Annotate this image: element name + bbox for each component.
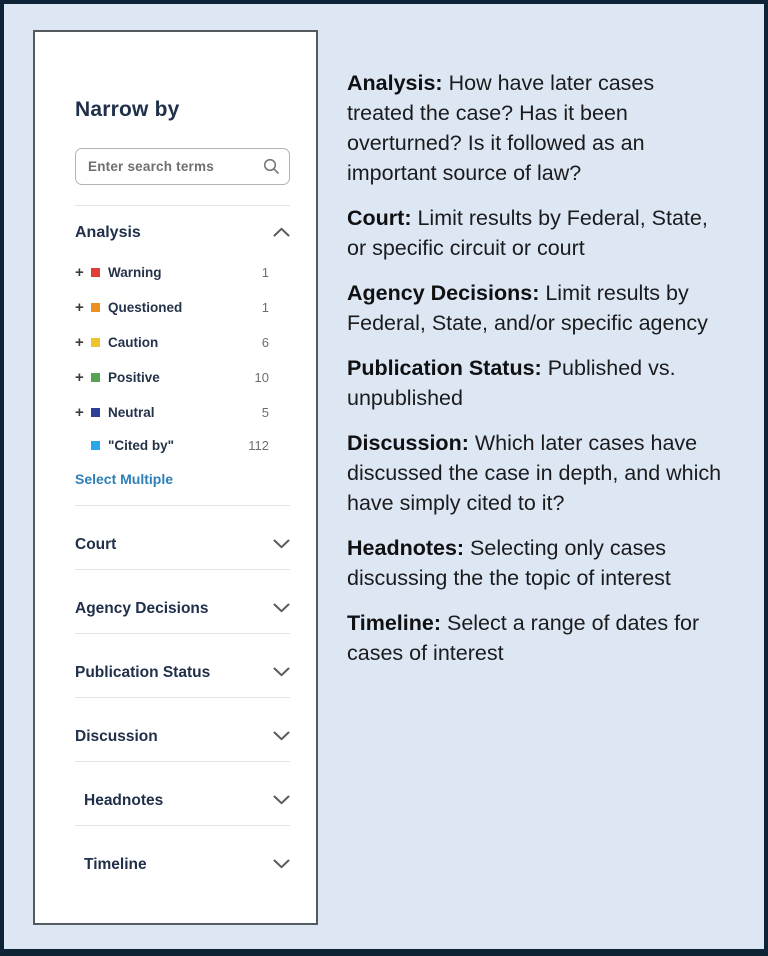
chevron-down-icon[interactable] — [273, 664, 290, 682]
item-count: 6 — [261, 335, 269, 350]
annotation-text: Which later cases have discussed the case in depth, and which have simply cited to it? — [347, 431, 722, 515]
analysis-item-label[interactable]: Positive — [108, 370, 160, 385]
questioned-flag-icon — [91, 303, 100, 312]
annotation-court — [347, 203, 727, 263]
panel-title: Narrow by — [75, 98, 180, 121]
item-count: 112 — [248, 437, 269, 453]
analysis-item-label[interactable]: Warning — [108, 265, 162, 280]
item-count: 1 — [261, 265, 269, 280]
positive-flag-icon — [91, 373, 100, 382]
analysis-item-cited-by[interactable] — [75, 430, 290, 460]
annotation-publication-status — [347, 353, 727, 413]
section-agency-decisions[interactable] — [75, 569, 290, 633]
chevron-up-icon[interactable] — [273, 224, 290, 242]
annotation-timeline — [347, 608, 727, 668]
analysis-item-caution[interactable] — [75, 325, 290, 360]
annotation-text: How have later cases treated the case? Has it been overturned? Is it followed as an important source of law? — [347, 71, 655, 185]
annotation-term: Agency Decisions: — [347, 281, 540, 305]
section-label: Court — [75, 536, 117, 553]
annotation-term: Timeline: — [347, 611, 441, 635]
annotation-analysis — [347, 68, 727, 188]
analysis-item-list — [75, 255, 290, 460]
warning-flag-icon — [91, 268, 100, 277]
annotation-agency-decisions — [347, 278, 727, 338]
analysis-item-neutral[interactable] — [75, 395, 290, 430]
annotation-text: Select a range of dates for cases of interest — [347, 611, 700, 665]
analysis-section-header[interactable] — [75, 206, 290, 255]
neutral-flag-icon — [91, 408, 100, 417]
annotation-text: Published vs. unpublished — [347, 356, 676, 410]
section-label: Discussion — [75, 728, 158, 745]
search-icon — [263, 158, 280, 180]
section-headnotes[interactable] — [75, 761, 290, 825]
annotation-headnotes — [347, 533, 727, 593]
select-multiple-link[interactable]: Select Multiple — [75, 471, 174, 487]
search-box — [75, 148, 290, 185]
expand-plus-icon[interactable]: + — [75, 264, 84, 281]
section-court[interactable] — [75, 505, 290, 569]
analysis-item-positive[interactable] — [75, 360, 290, 395]
item-count: 5 — [261, 405, 269, 420]
chevron-down-icon[interactable] — [273, 856, 290, 874]
section-timeline[interactable] — [75, 825, 290, 889]
chevron-down-icon[interactable] — [273, 536, 290, 554]
annotation-text: Limit results by Federal, State, and/or specific agency — [347, 281, 708, 335]
section-label: Timeline — [84, 856, 147, 873]
analysis-item-label[interactable]: Questioned — [108, 300, 183, 315]
annotation-text: Selecting only cases discussing the the topic of interest — [347, 536, 671, 590]
expand-plus-icon[interactable]: + — [75, 299, 84, 316]
annotation-column — [347, 68, 727, 683]
analysis-item-warning[interactable] — [75, 255, 290, 290]
annotation-text: Limit results by Federal, State, or specific circuit or court — [347, 206, 708, 260]
analysis-item-label[interactable]: Neutral — [108, 405, 155, 420]
section-label: Publication Status — [75, 664, 211, 681]
narrow-by-panel — [33, 30, 318, 925]
annotation-term: Publication Status: — [347, 356, 542, 380]
caution-flag-icon — [91, 338, 100, 347]
annotation-term: Court: — [347, 206, 412, 230]
item-count: 1 — [261, 300, 269, 315]
annotation-term: Headnotes: — [347, 536, 465, 560]
chevron-down-icon[interactable] — [273, 728, 290, 746]
section-publication-status[interactable] — [75, 633, 290, 697]
collapsed-section-list — [75, 505, 290, 889]
section-discussion[interactable] — [75, 697, 290, 761]
expand-plus-icon[interactable]: + — [75, 369, 84, 386]
analysis-item-label[interactable]: Caution — [108, 335, 159, 350]
chevron-down-icon[interactable] — [273, 600, 290, 618]
cited-by-flag-icon — [91, 441, 100, 450]
analysis-section-label: Analysis — [75, 224, 141, 241]
chevron-down-icon[interactable] — [273, 792, 290, 810]
section-label: Agency Decisions — [75, 600, 209, 617]
annotation-discussion — [347, 428, 727, 518]
item-count: 10 — [254, 370, 269, 385]
expand-plus-icon[interactable]: + — [75, 404, 84, 421]
search-input[interactable] — [75, 148, 290, 185]
section-label: Headnotes — [84, 792, 164, 809]
annotation-term: Analysis: — [347, 71, 443, 95]
analysis-item-questioned[interactable] — [75, 290, 290, 325]
annotation-term: Discussion: — [347, 431, 469, 455]
expand-plus-icon[interactable]: + — [75, 334, 84, 351]
analysis-item-label[interactable]: "Cited by" — [108, 437, 175, 453]
